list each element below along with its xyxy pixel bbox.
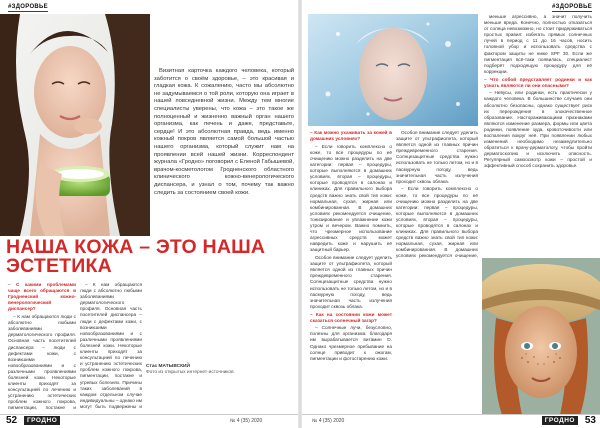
article-headline: НАША КОЖА – ЭТО НАША ЭСТЕТИКА [6, 236, 266, 277]
left-page [0, 0, 298, 428]
question-3: – Как на состоянии кожи может сказаться солнечный загар? [310, 311, 392, 323]
intro-text: Визитная карточка каждого человека, который заботится о своём здоровье, – это красивая и гладкая кожа. К сожалению, часто мы абсолютно не задумываемся о той роли, которую она играет в нашей повседневной жизни. Между тем многие специалисты уверены, что кожа – это такое же полноценный и жизненно важный орган нашего организма, как печень и даже, представьте, сердце! И это абсолютная правда, ведь именно кожный покров является самой большой частью нашего организма, который служит нам на проявлении всей нашей жизни. Корреспондент журнала «Гродно» поговорил с Еленой Габышевой, врачом-косметологом Гродненского областного клинического кожно-венерологического диспансера, и узнал о том, почему так важно следить за состоянием своей кожи. [154, 68, 294, 196]
question-1: – С какими проблемами чаще всего обращаются в Гродненский кожно-венерологический диспансер? [8, 282, 76, 312]
right-page [302, 0, 600, 428]
freckled-girl-photo [482, 258, 600, 415]
question-2: – Как можно ухаживать за кожей в домашних условиях? [310, 130, 392, 142]
issue-number: № 4 (35) 2020 [230, 418, 263, 424]
left-column-2 [80, 282, 142, 410]
author-name: Стас МАТЫВСКИЙ [146, 364, 190, 369]
answer-1: – К нам обращаются люди с абсолютно любыми заболеваниями дерматологического профиля. Основная часть посетителей диспансера – люди с дефектами кожи, с возникшими новообразованиями и с различными проявлениями болезней кожи. Некоторые клиенты приходят за консультацией по лечению и устранению эстетических проблем кожного покрова, пигментации, постакне и [8, 314, 76, 410]
right-column-b [484, 14, 592, 252]
woman-applying-cream-image [0, 14, 150, 236]
right-column-a-1 [310, 130, 392, 410]
magazine-brand: ГРОДНО [24, 416, 60, 425]
answer-2: – Если говорить комплексно о коже, то все процедуры по её очищению можно разделить на две категории: первая – процедуры, которые выполняются в домашних условиях, вторая – процедуры, которые проводятся в салонах и клиниках. Для правильного выбора средств важно знать свой тип кожи: нормальная, сухая, жирная или комбинированная. В домашних условиях рекомендуется очищение, тонизирование и увлажнение кожи утром и вечером. Важно помнить, что чрезмерное использование агрессивных средств может навредить коже и нарушить её защитный барьер. [310, 143, 392, 253]
page-number: 52 [6, 415, 18, 426]
right-footer [302, 414, 600, 428]
photo-credit: Фото из открытых интернет-источников [146, 370, 234, 375]
frost-face-photo [308, 14, 478, 126]
answer-4: – Невусы, или родинки, есть практически у каждого человека. В большинстве случаев они абсолютно безопасны, однако существует риск их перерождения в злокачественное образование. Настораживающими признаками являются изменение размера, формы или цвета родинки, появление зуда, кровоточивости или воспаления вокруг неё. При появлении любых изменений необходимо незамедлительно обратиться к врачу-дерматологу, чтобы пройти дерматоскопию и исключить опасность. Регулярный самоосмотр кожи – простой и эффективный способ сохранить здоровье. [484, 90, 592, 169]
page-number: 53 [584, 415, 596, 426]
left-footer [0, 414, 298, 428]
frosted-face-image [308, 14, 478, 126]
woman-cream-photo [0, 14, 150, 236]
answer-2-extra: – Если говорить комплексно о коже, то все процедуры по её очищению можно разделить на две категории: первая – процедуры, которые выполняются в домашних условиях, вторая – процедуры, которые проводятся в салонах и клиниках. Для правильного выбора средств важно знать свой тип кожи: нормальная, сухая, жирная или комбинированная. В домашних условиях рекомендуется очищение, [396, 186, 478, 258]
answer-1-continued: – К нам обращаются люди с абсолютно любыми заболеваниями дерматологического профиля. Основная часть посетителей диспансера – люди с дефектами кожи, с возникшими новообразованиями и с различными проявлениями болезней кожи. Некоторые клиенты приходят за консультацией по лечению и устранению эстетических проблем кожного покрова, пигментации, постакне и угревых болезнях. Причины таких заболеваний в каждом отдельном случае индивидуальны – однако им могут быть подвержены и [80, 282, 142, 409]
author-signature [146, 364, 296, 376]
answer-2-continued: Особое внимание следует уделить защите от ультрафиолета, который является одной из главных причин преждевременного старения. Солнцезащитные средства нужно использовать не только летом, но и в пасмурную погоду, ведь значительная часть излучения проходит сквозь облака. [396, 130, 478, 184]
answer-3: – Солнечные лучи, безусловно, полезны для организма: благодаря им вырабатывается витамин D. Однако чрезмерное пребывание на солнце приводит к ожогам, пигментации и фотостарению кожи. [310, 325, 392, 361]
section-tag: #ЗДОРОВЬЕ [552, 4, 592, 10]
issue-number: № 4 (35) 2020 [312, 418, 345, 424]
freckled-face-image [482, 258, 600, 415]
right-column-a-2 [396, 130, 478, 258]
left-column-1 [8, 282, 76, 410]
section-tag: #ЗДОРОВЬЕ [8, 4, 48, 10]
answer-2-more: Особое внимание следует уделить защите от ультрафиолета, который является одной из главных причин преждевременного старения. Солнцезащитные средства нужно использовать не только летом, но и в пасмурную погоду, ведь значительная часть излучения проходит сквозь облака. [310, 255, 392, 309]
question-4: – Что собой представляет родинки и как узнать являются ли они опасными? [484, 76, 592, 88]
magazine-brand: ГРОДНО [542, 416, 578, 425]
column-b-text: меньше агрессивно, а значит получить меньше вреда. Конечно, полностью отказаться от солнца невозможно, но стоит придерживаться простых правил: избегать прямых солнечных лучей в период с 11 до 16 часов, носить головной убор и использовать средства с фактором защиты не ниже SPF 30. Если же пигментация всё-таки появилась, специалист подберёт подходящую процедуру для её коррекции. [484, 14, 592, 74]
